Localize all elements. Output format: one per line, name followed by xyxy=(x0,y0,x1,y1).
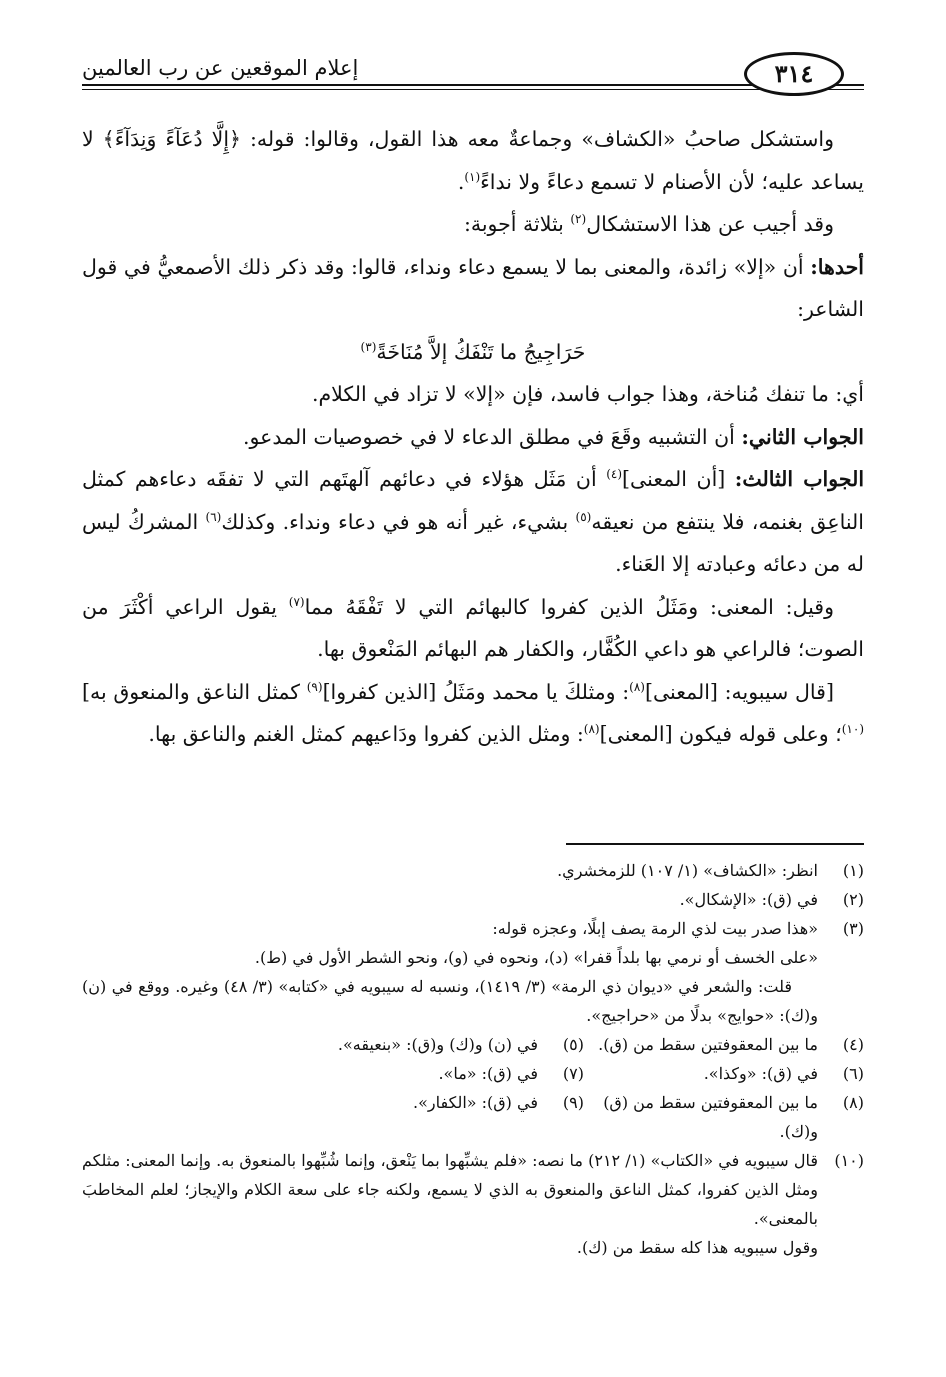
footnote-number: (٩) xyxy=(562,1093,584,1112)
text: بشيء، غير أنه هو في دعاء ونداء. وكذلك xyxy=(221,509,576,534)
footnote-10-note: وقول سيبويه هذا كله سقط من (ك). xyxy=(576,1238,818,1257)
footnote-text: قال سيبويه في «الكتاب» (١/ ٢١٢) ما نصه: «فلم يشبِّهوا بما يَنْعق، وإنما شُبِّهوا بالمنعوق به. وإنما المعنى: مثلكم ومثل الذين كفروا، كمثل الناعق والمنعوق به الذي لا يسمع، ولكنه جاء على سعة الكلام والإيجاز؛ لعلم المخاطبَ بالمعنى». xyxy=(82,1151,818,1228)
footnote-text: في (ق): «ما». xyxy=(438,1064,538,1083)
footnote-text: في (ق): «الكفار». xyxy=(413,1093,538,1112)
footnote-3-note: قلت: والشعر في «ديوان ذي الرمة» (٣/ ١٤١٩)، ونسبه له سيبويه في «كتابه» (٣/ ٤٨) وغيره. ووقع في (ن) و(ك): «حوايج» بدلًا من «حراجيج». xyxy=(82,977,818,1025)
text: أن مَثَل هؤلاء في دعائهم آلهتَهم التي لا تفقَه دعاءهم كمثل الناعِق بغنمه، فلا ينتفع من نعيقه xyxy=(82,467,864,534)
footnote-ref: (٩) xyxy=(306,679,323,694)
footnote-number: (٨) xyxy=(842,1093,864,1112)
footnote-number: (١٠) xyxy=(834,1151,864,1170)
footnote-text: في (ن) و(ك) و(ق): «بنعيقه». xyxy=(337,1035,538,1054)
text: المشركُ ليس له من دعائه وعبادته إلا العَناء. xyxy=(82,509,864,576)
text: . xyxy=(457,169,465,194)
text: كمثل الناعق والمنعوق به] xyxy=(82,679,307,704)
text: أي: ما تنفك مُناخة، وهذا جواب فاسد، فإن «إلا» لا تزاد في الكلام. xyxy=(311,382,864,406)
footnote-row-4-5 xyxy=(82,1030,864,1059)
footnote-ref: (٣) xyxy=(360,339,377,354)
footnote-1 xyxy=(82,856,864,885)
footnote-6 xyxy=(584,1059,864,1088)
footnote-text: ما بين المعقوفتين سقط من (ق). xyxy=(598,1035,818,1054)
footnote-ref: (١) xyxy=(464,169,481,184)
footnote-7 xyxy=(304,1059,584,1088)
footnote-ref: (٦) xyxy=(205,509,222,524)
paragraph-4 xyxy=(82,373,864,416)
footnote-number: (٤) xyxy=(842,1035,864,1054)
footnote-divider xyxy=(566,843,864,845)
text: واستشكل صاحبُ «الكشاف» وجماعةٌ معه هذا القول، وقالوا: قوله: ﴿إِلَّا دُعَآءً وَنِدَآءً﴾ لا يساعد عليه؛ لأن الأصنام لا تسمع دعاءً ولا نداءً xyxy=(82,127,864,194)
running-title: إعلام الموقعين عن رب العالمين xyxy=(82,56,359,80)
answer-label: الجواب الثاني: xyxy=(741,424,864,449)
footnote-ref: (٤) xyxy=(606,467,623,482)
footnote-ref: (٢) xyxy=(570,212,587,227)
text: يقول الراعي أكْثَرَ من الصوت؛ فالراعي هو داعي الكُفَّار، والكفار هم البهائم المَنْعوق بها. xyxy=(82,594,864,661)
footnote-5 xyxy=(304,1030,584,1059)
footnote-10 xyxy=(82,1146,864,1233)
footnote-number: (٢) xyxy=(842,890,864,909)
text: أن التشبيه وقَعَ في مطلق الدعاء لا في خصوصيات المدعو. xyxy=(243,424,742,449)
paragraph-8 xyxy=(82,671,864,756)
header-rule xyxy=(82,84,864,86)
paragraph-1 xyxy=(82,118,864,203)
text: وقد أجيب عن هذا الاستشكال xyxy=(586,212,834,236)
header-rule-thin xyxy=(82,89,864,90)
footnote-3-verse: «على الخسف أو نرمي بها بلداً قفرا» (د)، ونحوه في (و)، ونحو الشطر الأول في (ط). xyxy=(254,948,818,967)
footnote-row-8-9 xyxy=(82,1088,864,1146)
footnote-4 xyxy=(584,1030,864,1059)
page-number: ٣١٤ xyxy=(744,52,844,96)
footnote-9 xyxy=(304,1088,584,1146)
poetry-verse xyxy=(82,331,864,374)
paragraph-7 xyxy=(82,586,864,671)
answer-label: الجواب الثالث: xyxy=(734,467,865,491)
footnote-text: ما بين المعقوفتين سقط من (ق) و(ك). xyxy=(603,1093,818,1141)
page-header xyxy=(82,52,864,98)
text: : ومثل الذين كفروا ودَاعيهم كمثل الغنم والناعق بها. xyxy=(148,722,584,746)
paragraph-6 xyxy=(82,458,864,586)
text: أن «إلا» زائدة، والمعنى بما لا يسمع دعاء ونداء، قالوا: وقد ذكر ذلك الأصمعيُّ في قول الشاعر: xyxy=(82,254,864,321)
footnote-ref: (٥) xyxy=(575,509,592,524)
footnote-ref: (٧) xyxy=(288,594,305,609)
main-text xyxy=(82,118,864,756)
paragraph-5 xyxy=(82,416,864,459)
answer-label: أحدها: xyxy=(810,254,864,279)
text: وقيل: المعنى: ومَثَلُ الذين كفروا كالبهائم التي لا تَفْقَهُ مما xyxy=(304,594,834,619)
footnote-text: «هذا صدر بيت لذي الرمة يصف إبلًا، وعجزه قوله: xyxy=(492,919,818,938)
footnote-3 xyxy=(82,914,864,943)
footnotes xyxy=(82,856,864,1262)
footnote-ref: (١٠) xyxy=(841,722,864,737)
footnote-text: انظر: «الكشاف» (١/ ١٠٧) للزمخشري. xyxy=(557,861,818,880)
footnote-number: (٦) xyxy=(842,1064,864,1083)
paragraph-3 xyxy=(82,246,864,331)
text: [قال سيبويه: [المعنى] xyxy=(644,679,834,704)
footnote-number: (٣) xyxy=(842,919,864,938)
text: : ومثلكَ يا محمد ومَثَلُ [الذين كفروا] xyxy=(322,679,630,704)
footnote-text: في (ق): «الإشكال». xyxy=(679,890,818,909)
verse-text: حَرَاجِيجُ ما تَنْفَكُ إلاَّ مُنَاخَةً xyxy=(376,339,586,364)
text: [أن المعنى] xyxy=(622,467,735,491)
footnote-number: (١) xyxy=(842,861,864,880)
paragraph-2 xyxy=(82,203,864,246)
text: ؛ وعلى قوله فيكون [المعنى] xyxy=(599,722,842,746)
footnote-2 xyxy=(82,885,864,914)
footnote-ref: (٨) xyxy=(629,679,645,694)
footnote-8 xyxy=(584,1088,864,1146)
footnote-number: (٧) xyxy=(562,1064,584,1083)
footnote-number: (٥) xyxy=(562,1035,584,1054)
footnote-text: في (ق): «وكذا». xyxy=(703,1064,818,1083)
text: بثلاثة أجوبة: xyxy=(463,212,571,236)
footnote-ref: (٨) xyxy=(583,722,600,737)
footnote-row-6-7 xyxy=(82,1059,864,1088)
